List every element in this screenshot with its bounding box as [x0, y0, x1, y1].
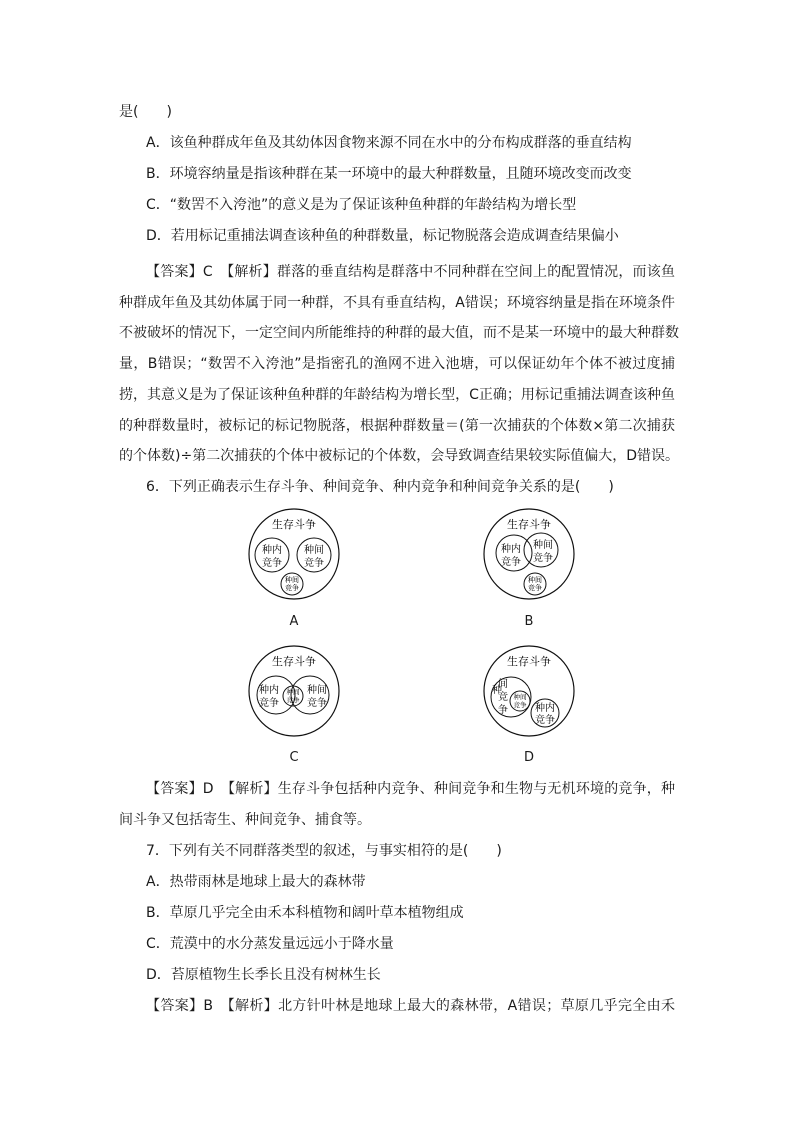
svg-text:种: 种: [492, 685, 502, 696]
svg-text:生存斗争: 生存斗争: [272, 655, 316, 668]
q5-answer-line: 的个体数)÷第二次捕获的个体中被标记的个体数，会导致调查结果较实际值偏大，D错误。: [119, 448, 679, 464]
svg-text:竞争: 竞争: [262, 558, 282, 569]
q5-stem-end: 是( ): [119, 104, 172, 120]
q5-answer-line: 捞，其意义是为了保证该种鱼种群的年龄结构为增长型，C正确；用标记重捕法调查该种鱼: [119, 387, 675, 403]
venn-diagram-d: [481, 643, 577, 739]
svg-text:种内: 种内: [259, 685, 279, 696]
svg-text:种内: 种内: [501, 544, 521, 555]
q5-option-b: B．环境容纳量是指该种群在某一环境中的最大种群数量，且随环境改变而改变: [146, 166, 632, 182]
svg-text:竞争: 竞争: [285, 584, 299, 592]
q7-option-d: D．苔原植物生长季长且没有树林生长: [146, 967, 381, 983]
svg-text:竞争: 竞争: [535, 715, 555, 726]
q5-answer-line: 种群成年鱼及其幼体属于同一种群，不具有垂直结构，A错误；环境容纳量是指在环境条件: [119, 295, 675, 311]
q7-stem: 7．下列有关不同群落类型的叙述，与事实相符的是( ): [146, 843, 502, 859]
svg-text:种间: 种间: [285, 576, 299, 584]
q7-option-c: C．荒漠中的水分蒸发量远远小于降水量: [146, 936, 394, 952]
svg-text:争: 争: [498, 705, 508, 716]
venn-diagram-b: [481, 506, 577, 602]
svg-text:竞: 竞: [498, 692, 508, 703]
outer-label: 生存斗争: [272, 518, 316, 531]
svg-text:种间: 种间: [304, 545, 324, 556]
svg-text:种间: 种间: [286, 688, 300, 696]
q6-answer-line: 间斗争又包括寄生、种间竞争、捕食等。: [119, 812, 371, 828]
q6-stem: 6．下列正确表示生存斗争、种间竞争、种内竞争和种间竞争关系的是( ): [146, 479, 614, 495]
q7-answer-line: 【答案】B 【解析】北方针叶林是地球上最大的森林带，A错误；草原几乎完全由禾: [146, 998, 675, 1014]
svg-text:生存斗争: 生存斗争: [507, 518, 551, 531]
svg-text:种内: 种内: [535, 703, 555, 714]
venn-diagram-a: [246, 506, 342, 602]
diagram-label-a: A: [289, 614, 299, 629]
diagram-label-b: B: [524, 614, 534, 629]
diagram-label-d: D: [523, 750, 534, 765]
q7-option-b: B．草原几乎完全由禾本科植物和阔叶草本植物组成: [146, 905, 464, 921]
svg-text:竞争: 竞争: [307, 698, 327, 709]
svg-text:种内: 种内: [262, 545, 282, 556]
svg-text:竞争: 竞争: [501, 557, 521, 568]
q5-answer-line: 不被破坏的情况下，一定空间内所能维持的种群的最大值，而不是某一环境中的最大种群数: [119, 325, 679, 341]
svg-text:间: 间: [498, 679, 508, 690]
svg-text:种间: 种间: [533, 540, 553, 551]
svg-text:竞争: 竞争: [533, 553, 553, 564]
svg-text:竞争: 竞争: [304, 558, 324, 569]
q7-option-a: A．热带雨林是地球上最大的森林带: [146, 874, 366, 890]
svg-text:种间: 种间: [528, 576, 542, 584]
q5-answer-line: 量，B错误；“数罟不入洿池”是指密孔的渔网不进入池塘，可以保证幼年个体不被过度捕: [119, 356, 675, 372]
q5-answer-line: 的种群数量时，被标记的标记物脱落，根据种群数量＝(第一次捕获的个体数×第二次捕获: [119, 418, 675, 434]
svg-text:竞争: 竞争: [286, 696, 300, 704]
q5-answer-line: 【答案】C 【解析】群落的垂直结构是群落中不同种群在空间上的配置情况，而该鱼: [146, 264, 675, 280]
venn-diagram-c: [246, 643, 342, 739]
q5-option-d: D．若用标记重捕法调查该种鱼的种群数量，标记物脱落会造成调查结果偏小: [146, 228, 619, 244]
svg-text:竞争: 竞争: [513, 701, 527, 709]
diagram-label-c: C: [289, 750, 299, 765]
svg-text:种间: 种间: [307, 685, 327, 696]
svg-text:生存斗争: 生存斗争: [507, 655, 551, 668]
q5-option-a: A．该鱼种群成年鱼及其幼体因食物来源不同在水中的分布构成群落的垂直结构: [146, 135, 632, 151]
svg-text:种间: 种间: [513, 693, 527, 701]
svg-text:竞争: 竞争: [259, 698, 279, 709]
q6-answer-line: 【答案】D 【解析】生存斗争包括种内竞争、种间竞争和生物与无机环境的竞争，种: [146, 781, 675, 797]
svg-text:竞争: 竞争: [528, 584, 542, 592]
q5-option-c: C．“数罟不入洿池”的意义是为了保证该种鱼种群的年龄结构为增长型: [146, 197, 577, 213]
